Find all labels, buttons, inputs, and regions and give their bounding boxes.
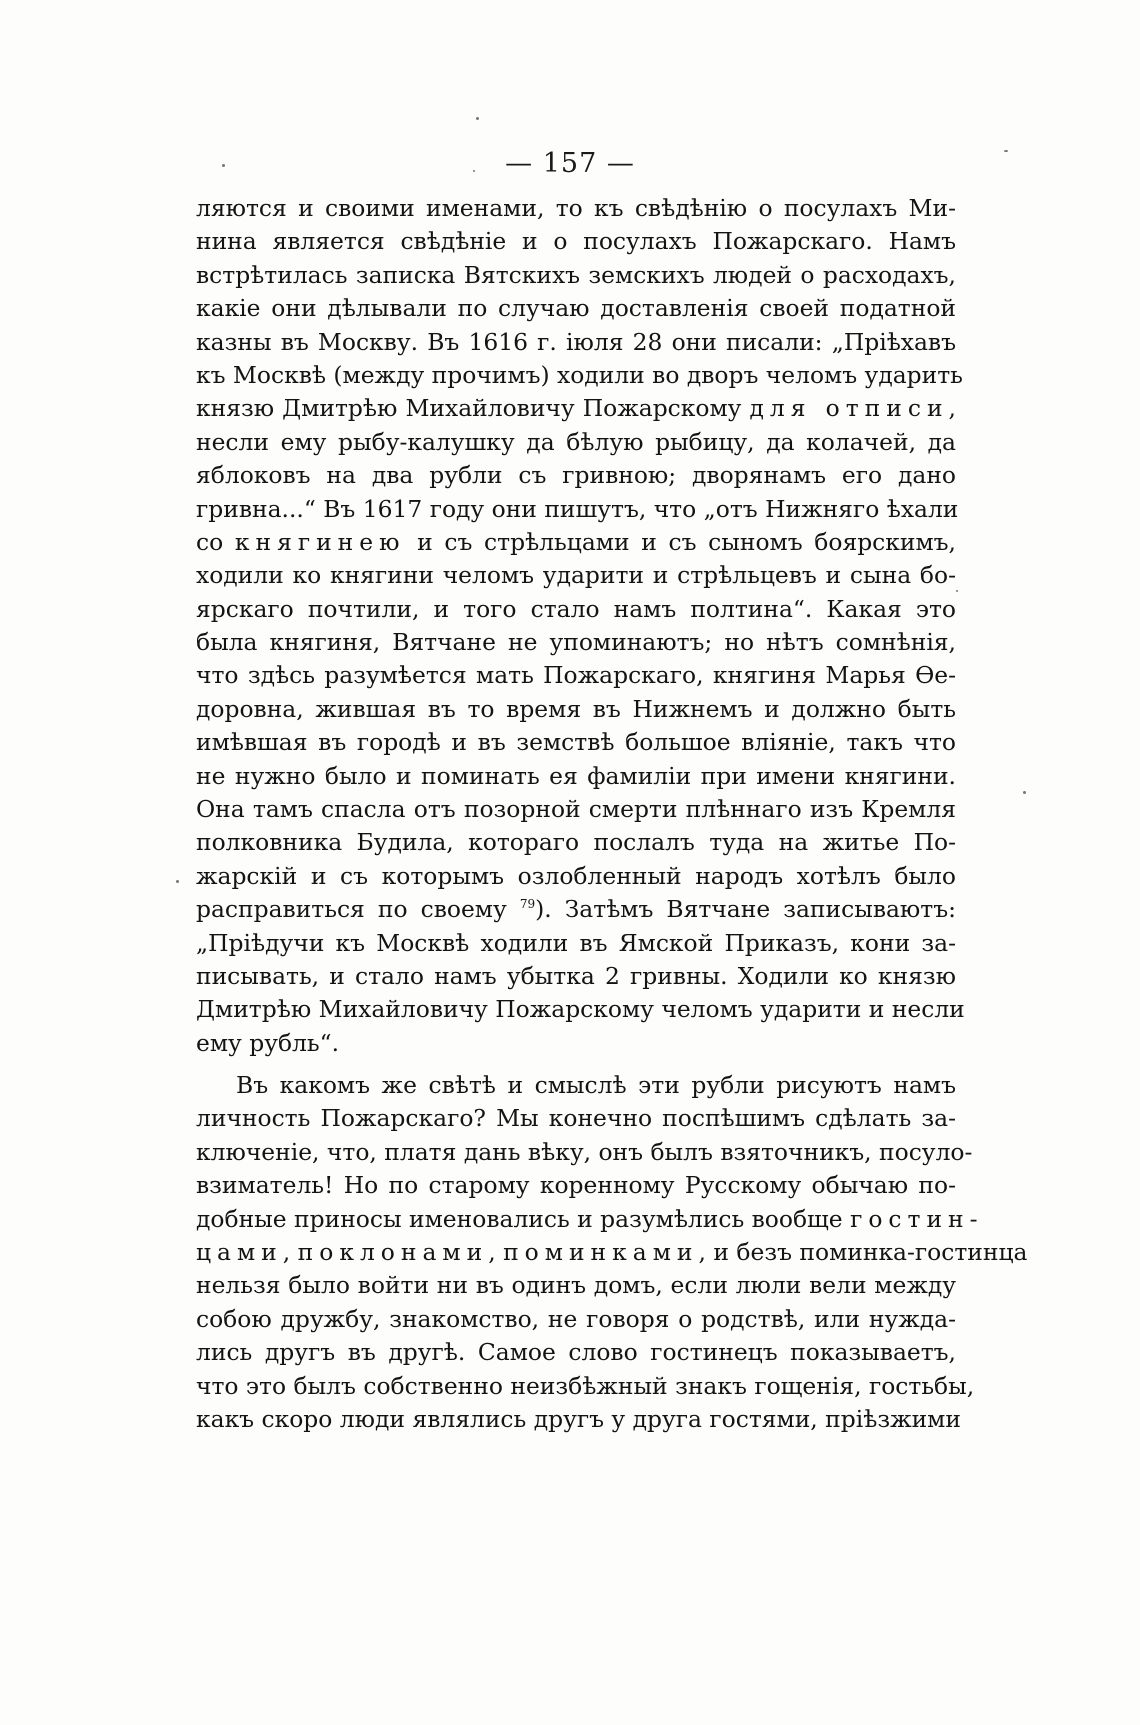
scan-speck — [176, 880, 179, 883]
text-run: казны въ Москву. Въ 1616 г. іюля 28 они писали: „Пріѣхавъ — [196, 327, 956, 356]
text-run: , и безъ поминка-гостинца — [698, 1237, 1028, 1266]
text-line — [196, 1069, 956, 1102]
text-run: и съ стрѣльцами и съ сыномъ боярскимъ, — [405, 527, 956, 556]
text-run: гривна...“ Въ 1617 году они пишутъ, что „отъ Нижняго ѣхали — [196, 494, 959, 523]
text-line — [196, 1303, 956, 1336]
text-line — [196, 559, 956, 592]
paragraph-2 — [196, 1069, 1028, 1436]
scan-speck — [473, 170, 475, 172]
text-run: доровна, жившая въ то время въ Нижнемъ и должно быть — [196, 694, 956, 723]
text-line — [196, 860, 956, 893]
text-run: нина является свѣдѣніе и о посулахъ Пожарскаго. Намъ — [196, 227, 956, 256]
text-line — [196, 459, 956, 492]
text-run: нельзя было войти ни въ одинъ домъ, если люли вели между — [196, 1271, 956, 1300]
emphasized-text: княгинею — [234, 527, 406, 556]
text-run: собою дружбу, знакомство, не говоря о родствѣ, или нужда- — [196, 1304, 956, 1333]
text-line — [196, 593, 956, 626]
text-run: ярскаго почтили, и того стало намъ полтина“. Какая это — [196, 594, 956, 623]
emphasized-text: гостин- — [850, 1204, 984, 1233]
text-line — [196, 259, 956, 292]
text-line — [196, 1027, 956, 1060]
text-run: несли ему рыбу-калушку да бѣлую рыбицу, да колачей, да — [196, 427, 956, 456]
scan-speck — [1023, 791, 1026, 794]
text-line — [196, 726, 956, 759]
scan-speck — [1004, 150, 1008, 152]
text-run: , — [488, 1237, 504, 1266]
text-line — [196, 793, 956, 826]
scan-speck — [222, 164, 225, 167]
text-line — [196, 392, 956, 425]
footnote-reference: 79 — [519, 897, 536, 912]
text-line — [196, 1370, 975, 1403]
text-run: какъ скоро люди являлись другъ у друга гостями, пріѣзжими — [196, 1404, 961, 1433]
text-run: къ Москвѣ (между прочимъ) ходили во дворъ челомъ ударить — [196, 360, 963, 389]
text-run: была княгиня, Вятчане не упоминаютъ; но нѣтъ сомнѣнія, — [196, 628, 956, 657]
text-line — [196, 1236, 1028, 1269]
text-line — [196, 927, 956, 960]
text-run: , — [948, 394, 956, 423]
text-line — [196, 493, 959, 526]
text-line — [196, 1102, 956, 1135]
text-run: князю Дмитрѣю Михайловичу Пожарскому — [196, 394, 750, 423]
text-run: что это былъ собственно неизбѣжный знакъ гощенія, гостьбы, — [196, 1371, 975, 1400]
text-line — [196, 659, 956, 692]
text-run: полковника Будила, котораго послалъ туда на житье По- — [196, 828, 956, 857]
emphasized-text: поклонами — [297, 1237, 489, 1266]
text-line — [196, 359, 963, 392]
text-line — [196, 960, 956, 993]
text-run: взиматель! Но по старому коренному Русскому обычаю по- — [196, 1171, 956, 1200]
text-run: Въ какомъ же свѣтѣ и смыслѣ эти рубли рисуютъ намъ — [236, 1071, 956, 1099]
text-line — [196, 426, 956, 459]
text-run: яблоковъ на два рубли съ гривною; дворянамъ его дано — [196, 461, 956, 490]
emphasized-text: для отписи — [749, 394, 949, 423]
text-run: имѣвшая въ городѣ и въ земствѣ большое вліяніе, такъ что — [196, 728, 956, 757]
text-line — [196, 626, 956, 659]
text-run: , — [282, 1237, 298, 1266]
text-line — [196, 893, 956, 926]
text-line — [196, 192, 956, 225]
text-line — [196, 1336, 956, 1369]
text-run: ключеніе, что, платя дань вѣку, онъ былъ взяточникъ, посуло- — [196, 1137, 973, 1166]
text-run: какіе они дѣлывали по случаю доставленія своей податной — [196, 294, 956, 323]
text-line — [196, 292, 956, 325]
text-run: ходили ко княгини челомъ ударити и стрѣльцевъ и сына бо- — [196, 561, 956, 590]
scan-speck — [476, 117, 479, 120]
text-run: со — [196, 527, 235, 556]
text-line — [196, 526, 956, 559]
text-run: жарскій и съ которымъ озлобленный народъ хотѣлъ было — [196, 861, 956, 890]
page-number: — 157 — — [505, 148, 635, 179]
text-run: встрѣтилась записка Вятскихъ земскихъ людей о расходахъ, — [196, 260, 956, 289]
text-line — [196, 1403, 961, 1436]
text-line — [196, 326, 956, 359]
text-run: ему рубль“. — [196, 1028, 340, 1057]
text-run: что здѣсь разумѣется мать Пожарскаго, княгиня Марья Ѳе- — [196, 661, 956, 690]
text-line — [196, 826, 956, 859]
text-run: Она тамъ спасла отъ позорной смерти плѣннаго изъ Кремля — [196, 795, 956, 824]
text-line — [196, 1203, 984, 1236]
scan-speck — [956, 590, 958, 592]
text-line — [196, 225, 956, 258]
text-run: „Пріѣдучи къ Москвѣ ходили въ Ямской Приказъ, кони за- — [196, 928, 956, 957]
text-run: не нужно было и поминать ея фамиліи при имени княгини. — [196, 761, 956, 790]
text-run: ). Затѣмъ Вятчане записываютъ: — [535, 895, 956, 924]
text-run: писывать, и стало намъ убытка 2 гривны. Ходили ко князю — [196, 961, 956, 990]
text-line — [196, 993, 965, 1026]
text-line — [196, 1136, 973, 1169]
emphasized-text: цами — [196, 1237, 283, 1266]
text-run: личность Пожарскаго? Мы конечно поспѣшимъ сдѣлать за- — [196, 1104, 956, 1133]
paragraph-1 — [196, 192, 965, 1060]
text-run: добные приносы именовались и разумѣлись вообще — [196, 1204, 851, 1233]
text-line — [196, 1269, 956, 1302]
emphasized-text: поминками — [503, 1237, 699, 1266]
text-line — [196, 760, 956, 793]
text-line — [196, 1169, 956, 1202]
text-run: расправиться по своему — [196, 895, 520, 924]
text-line — [196, 693, 956, 726]
text-run: лись другъ въ другѣ. Самое слово гостинецъ показываетъ, — [196, 1338, 956, 1367]
text-run: ляются и своими именами, то къ свѣдѣнію о посулахъ Ми- — [196, 194, 956, 222]
text-run: Дмитрѣю Михайловичу Пожарскому челомъ ударити и несли — [196, 995, 965, 1024]
